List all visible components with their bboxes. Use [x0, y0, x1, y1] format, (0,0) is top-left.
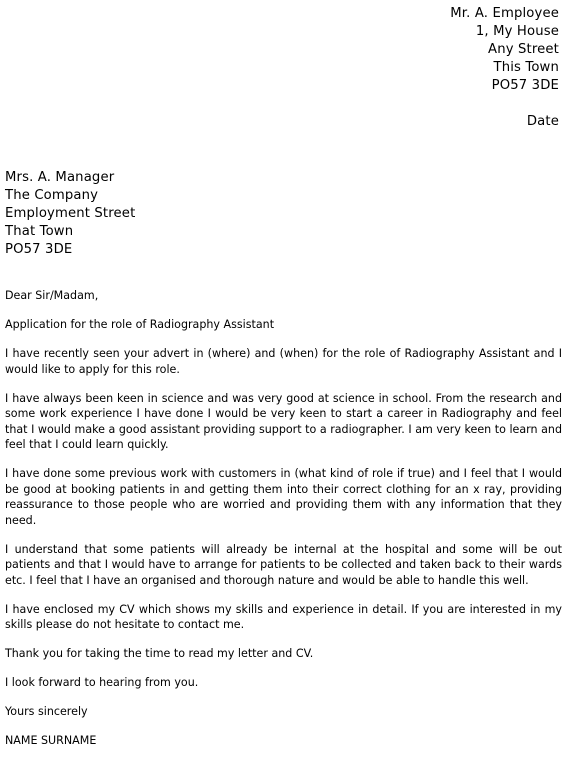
sender-address-line-1: 1, My House: [475, 24, 559, 39]
paragraph-look-forward: I look forward to hearing from you.: [5, 676, 199, 689]
paragraph-experience: I have done some previous work with customers in (what kind of role if true) and I feel that I would be good at booking patients in and getting them into their correct clothing for an x ray, providing reassurance to those people who are worried and providing them with any information that they need.: [5, 467, 562, 527]
paragraph-enclosure: I have enclosed my CV which shows my skills and experience in detail. If you are interested in my skills please do not hesitate to contact me.: [5, 602, 562, 631]
closing: Yours sincerely: [5, 705, 88, 718]
recipient-company: The Company: [5, 188, 99, 203]
letter-date: Date: [526, 114, 559, 129]
recipient-postcode: PO57 3DE: [5, 242, 73, 257]
paragraph-thanks: Thank you for taking the time to read my letter and CV.: [5, 647, 314, 660]
sender-postcode: PO57 3DE: [491, 78, 559, 93]
sender-address-block: [450, 5, 559, 95]
salutation: Dear Sir/Madam,: [5, 289, 99, 302]
recipient-street: Employment Street: [5, 206, 136, 221]
sender-address-line-2: Any Street: [488, 42, 559, 57]
recipient-town: That Town: [5, 224, 74, 239]
paragraph-motivation: I have always been keen in science and was very good at science in school. From the research and some work experience I have done I would be very keen to start a career in Radiography and feel that I would make a good assistant providing support to a radiographer. I am very keen to learn and feel that I could learn quickly.: [5, 391, 562, 451]
signature: NAME SURNAME: [5, 734, 97, 747]
paragraph-understanding: I understand that some patients will already be internal at the hospital and some will be out patients and that I would have to arrange for patients to be collected and taken back to their wards etc. I feel that I have an organised and thorough nature and would be able to handle this well.: [5, 542, 562, 587]
subject-line: Application for the role of Radiography Assistant: [5, 318, 275, 331]
recipient-address-block: [5, 169, 135, 259]
letter-body: [5, 288, 562, 762]
recipient-name: Mrs. A. Manager: [5, 170, 115, 185]
sender-name: Mr. A. Employee: [450, 6, 559, 21]
sender-address-line-3: This Town: [493, 60, 559, 75]
paragraph-intro: I have recently seen your advert in (where) and (when) for the role of Radiography Assistant and I would like to apply for this role.: [5, 347, 562, 376]
